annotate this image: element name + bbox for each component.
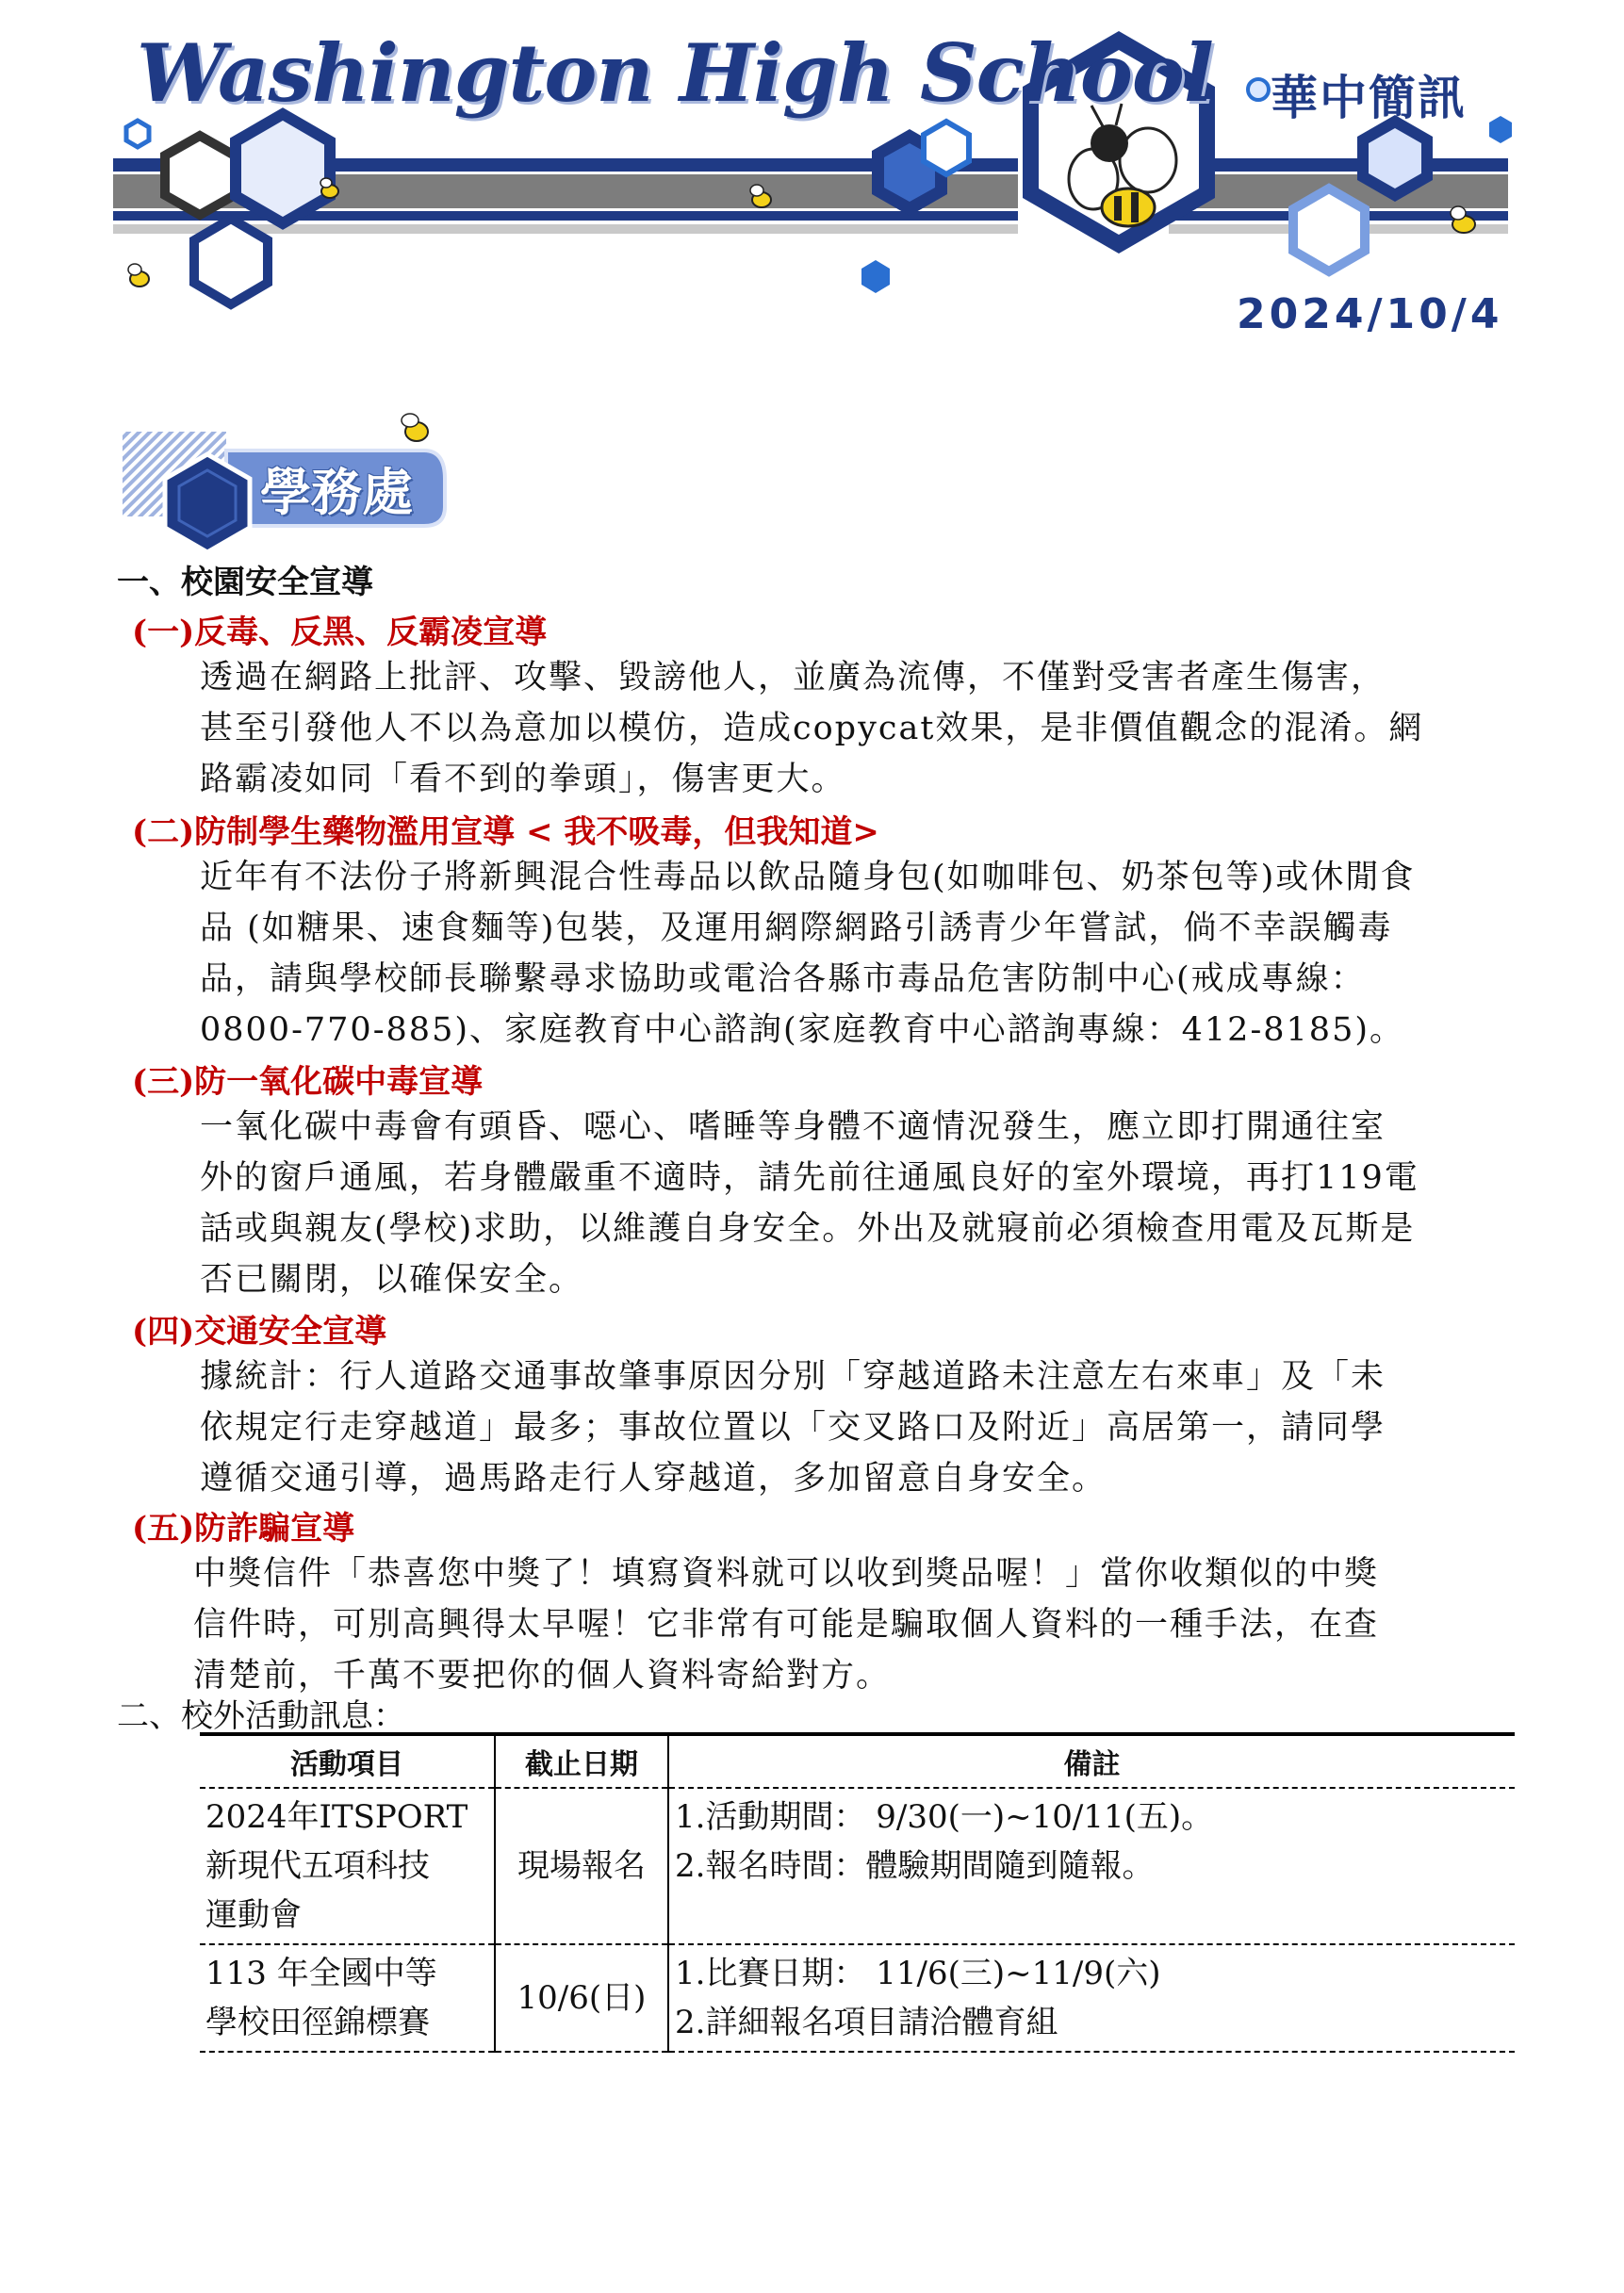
text-line: 否已關閉，以確保安全。 xyxy=(200,1261,584,1299)
text-line: 透過在網路上批評、攻擊、毀謗他人，並廣為流傳，不僅對受害者產生傷害， xyxy=(200,659,1386,696)
item-heading-traffic-safety: (四)交通安全宣導 xyxy=(132,1313,387,1351)
cell-text: 113 年全國中等 xyxy=(205,1955,437,1992)
department-title: 學務處 xyxy=(260,463,413,522)
hexagon-icon-7 xyxy=(924,122,969,174)
item-text-carbon-monoxide xyxy=(200,1102,1515,1305)
section-heading-external-events: 二、校外活動訊息： xyxy=(117,1697,405,1735)
item-text-fraud-prevention xyxy=(193,1548,1515,1701)
issue-date: 2024/10/4 xyxy=(1237,290,1503,338)
text-line: 0800-770-885)、家庭教育中心諮詢(家庭教育中心諮詢專線：412-8185)。 xyxy=(200,1011,1405,1049)
cell-text: 2.報名時間：體驗期間隨到隨報。 xyxy=(675,1847,1155,1885)
item-heading-anti-bullying: (一)反毒、反黑、反霸凌宣導 xyxy=(132,614,548,651)
text-line: 遵循交通引導，過馬路走行人穿越道，多加留意自身安全。 xyxy=(200,1460,1107,1498)
text-line: 甚至引發他人不以為意加以模仿，造成copycat效果，是非價值觀念的混淆。網 xyxy=(200,710,1424,747)
cell-text: 1.活動期間： 9/30(一)~10/11(五)。 xyxy=(675,1798,1214,1836)
item-text-anti-bullying xyxy=(200,652,1515,805)
hexagon-icon-1 xyxy=(165,136,235,215)
column-header-deadline: 截止日期 xyxy=(495,1734,668,1788)
small-bee-icon-3 xyxy=(128,264,149,287)
cell-text: 運動會 xyxy=(205,1896,302,1934)
event-name-cell xyxy=(200,1944,495,2052)
column-header-notes: 備註 xyxy=(668,1734,1515,1788)
table-header-row xyxy=(200,1734,1515,1788)
banner-bee-icon xyxy=(402,414,428,441)
item-heading-drug-prevention: (二)防制學生藥物濫用宣導 < 我不吸毒，但我知道> xyxy=(132,813,879,851)
deadline-cell: 現場報名 xyxy=(495,1788,668,1944)
table-row xyxy=(200,1788,1515,1944)
notes-cell xyxy=(668,1788,1515,1944)
column-header-event: 活動項目 xyxy=(200,1734,495,1788)
item-heading-fraud-prevention: (五)防詐騙宣導 xyxy=(132,1510,355,1548)
brand-bullet-icon xyxy=(1246,77,1271,102)
deadline-cell: 10/6(日) xyxy=(495,1944,668,2052)
cell-text: 學校田徑錦標賽 xyxy=(205,2004,430,2041)
item-text-traffic-safety xyxy=(200,1351,1515,1504)
section-heading-campus-safety: 一、校園安全宣導 xyxy=(117,564,373,601)
text-line: 話或與親友(學校)求助，以維護自身安全。外出及就寢前必須檢查用電及瓦斯是 xyxy=(200,1210,1416,1248)
cell-text: 新現代五項科技 xyxy=(205,1847,430,1885)
school-name: Washington High School xyxy=(137,26,1213,120)
text-line: 信件時，可別高興得太早喔！它非常有可能是騙取個人資料的一種手法，在查 xyxy=(193,1606,1380,1644)
notes-cell xyxy=(668,1944,1515,2052)
cell-text: 2024年ITSPORT xyxy=(205,1798,468,1836)
hexagon-icon-10 xyxy=(1489,116,1512,143)
text-line: 品 (如糖果、速食麵等)包裝，及運用網際網路引誘青少年嘗試，倘不幸誤觸毒 xyxy=(200,909,1393,947)
text-line: 清楚前，千萬不要把你的個人資料寄給對方。 xyxy=(193,1657,892,1695)
hexagon-icon-3 xyxy=(194,219,268,304)
small-bee-icon-4 xyxy=(1451,206,1475,233)
text-line: 近年有不法份子將新興混合性毒品以飲品隨身包(如咖啡包、奶茶包等)或休閒食 xyxy=(200,859,1416,896)
item-text-drug-prevention xyxy=(200,852,1515,1056)
hexagon-icon-9 xyxy=(1293,188,1365,271)
events-table xyxy=(200,1732,1515,2053)
hexagon-icon-2 xyxy=(236,114,330,223)
hexagon-icon-5 xyxy=(861,260,890,293)
cell-text: 2.詳細報名項目請洽體育組 xyxy=(675,2004,1058,2041)
text-line: 依規定行走穿越道」最多；事故位置以「交叉路口及附近」高居第一，請同學 xyxy=(200,1409,1386,1447)
event-name-cell xyxy=(200,1788,495,1944)
hexagon-icon-4 xyxy=(126,121,149,147)
table-row xyxy=(200,1944,1515,2052)
text-line: 一氧化碳中毒會有頭昏、噁心、嗜睡等身體不適情況發生，應立即打開通往室 xyxy=(200,1108,1386,1146)
text-line: 據統計：行人道路交通事故肇事原因分別「穿越道路未注意左右來車」及「未 xyxy=(200,1358,1386,1396)
newsletter-brand: 華中簡訊 xyxy=(1271,71,1467,125)
text-line: 品，請與學校師長聯繫尋求協助或電洽各縣市毒品危害防制中心(戒成專線： xyxy=(200,960,1366,998)
text-line: 路霸凌如同「看不到的拳頭」，傷害更大。 xyxy=(200,761,846,798)
text-line: 中獎信件「恭喜您中獎了！填寫資料就可以收到獎品喔！」當你收類似的中獎 xyxy=(193,1555,1380,1593)
cell-text: 1.比賽日期： 11/6(三)~11/9(六) xyxy=(675,1955,1161,1992)
item-heading-carbon-monoxide: (三)防一氧化碳中毒宣導 xyxy=(132,1063,484,1101)
text-line: 外的窗戶通風，若身體嚴重不適時，請先前往通風良好的室外環境，再打119電 xyxy=(200,1159,1419,1197)
